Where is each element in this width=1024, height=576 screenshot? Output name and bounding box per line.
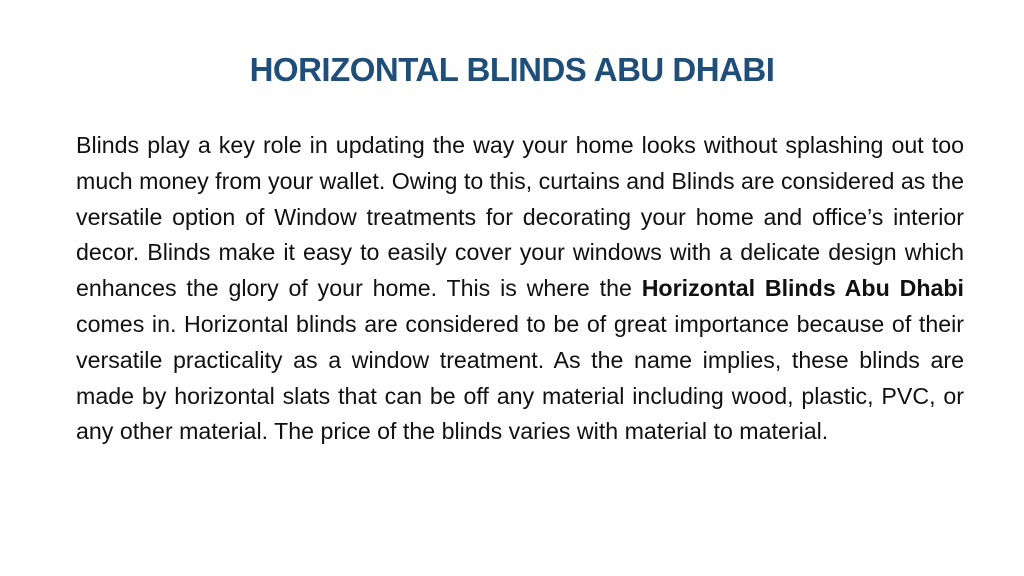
paragraph-bold-keyword: Horizontal Blinds Abu Dhabi <box>641 275 964 302</box>
page-title: HORIZONTAL BLINDS ABU DHABI <box>249 51 775 88</box>
body-paragraph <box>76 128 964 450</box>
paragraph-text-part2: comes in. Horizontal blinds are considered to be of great importance because of their versatile practicality as a window treatment. As the name implies, these blinds are made by horizontal slats that can be off any material including wood, plastic, PVC, or any other material. The price of the blinds varies with material to material. <box>76 310 964 445</box>
paragraph-text-part1: Blinds play a key role in updating the way your home looks without splashing out too much money from your wallet. Owing to this, curtains and Blinds are considered as the versatile option of Window treatments for decorating your home and office’s interior decor. Blinds make it easy to easily cover your windows with a delicate design which enhances the glory of your home. This is where the <box>76 132 964 302</box>
